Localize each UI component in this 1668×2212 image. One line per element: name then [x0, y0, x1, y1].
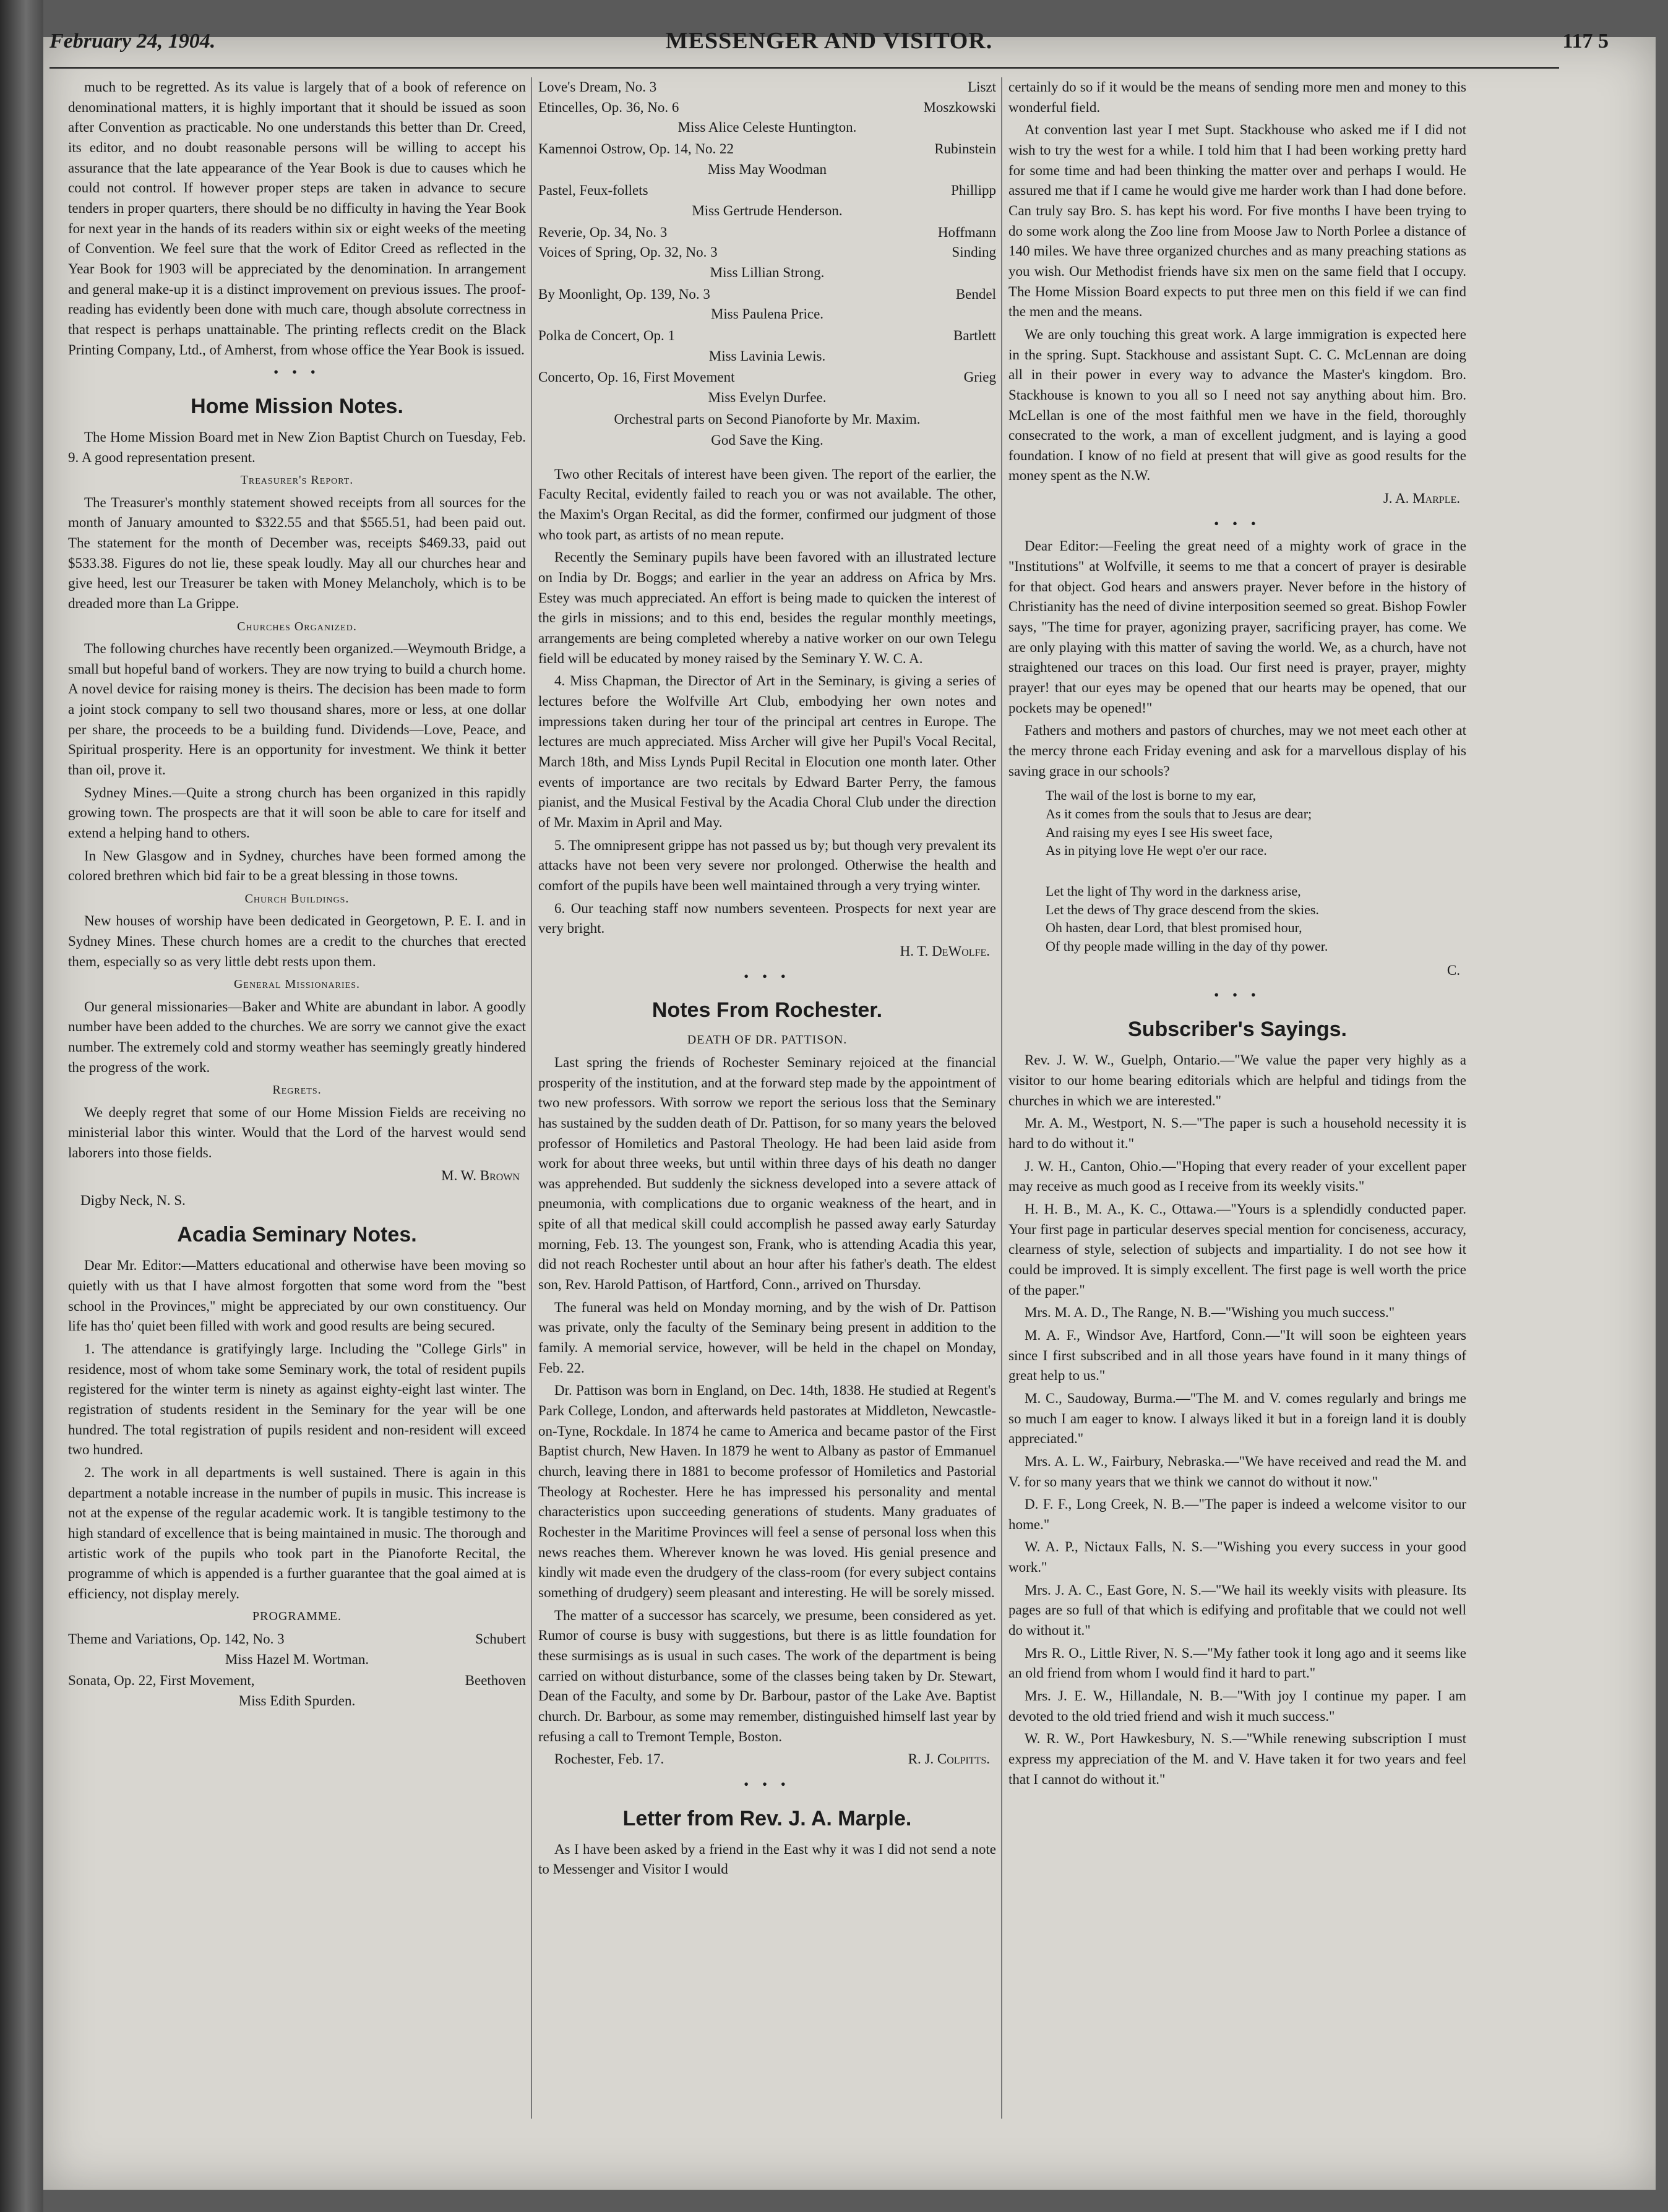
column-1	[68, 77, 526, 2131]
piece: Reverie, Op. 34, No. 3	[538, 224, 668, 240]
performer: Miss Hazel M. Wortman.	[225, 1651, 369, 1667]
article-paragraph: Dr. Pattison was born in England, on Dec. 14th, 1838. He studied at Regent's Park College, London, and afterwards held pastorates at Middleton, Newcastle-on-Tyne, Rockdale. In 1874 he came to America and became pastor of the First Baptist church, New Haven. In 1879 he went to Albany as pastor of Emmanuel church, leaving there in 1881 to become professor of Homiletics and Pastorial Theology at Rochester. Here he has impressed his personality and mental characteristics upon succeeding generations of students. Many graduates of Rochester in the Maritime Provinces will feel a sense of personal loss when this news reaches them. Wherever known he was loved. His genial presence and kindly wit made even the drudgery of the class-room (for every subject contains something of drudgery) seem pleasant and interesting. He will be sorely missed.	[538, 1382, 996, 1600]
article-paragraph: 4. Miss Chapman, the Director of Art in the Seminary, is giving a series of lectures before the Wolfville Art Club, embodying her own notes and impressions taken during her tour of the principal art centres in Europe. The lectures are much appreciated. Miss Archer will give her Pupil's Vocal Recital, March 18th, and Miss Lynds Pupil Recital in Elocution one month later. Other events of importance are two recitals by Edward Barter Perry, the famous pianist, and the Musical Festival by the Acadia Choral Club under the direction of Mr. Maxim in April and May.	[538, 673, 996, 830]
saying: M. C., Saudoway, Burma.—"The M. and V. comes regularly and brings me so much I am eager to know. I always liked it but in a foreign land it is doubly appreciated."	[1008, 1390, 1466, 1447]
programme-entry	[538, 98, 996, 138]
saying: W. R. W., Port Hawkesbury, N. S.—"While renewing subscription I must express my appreciation of the M. and V. Have taken it for two years and feel that I cannot do without it."	[1008, 1731, 1466, 1787]
article-paragraph: Our general missionaries—Baker and White are abundant in labor. A goodly number have been added to the churches. We are sorry we cannot give the exact number. The extremely cold and stormy weather has seemingly greatly hindered the progress of the work.	[68, 998, 526, 1075]
performer: Miss Lavinia Lewis.	[708, 348, 826, 364]
performer: Miss Edith Spurden.	[238, 1692, 356, 1708]
signature: J. A. Marple.	[1383, 491, 1460, 507]
masthead-title: MESSENGER AND VISITOR.	[665, 28, 993, 54]
poem-stanza	[1046, 786, 1466, 860]
piece: Concerto, Op. 16, First Movement	[538, 369, 735, 385]
saying: Mrs R. O., Little River, N. S.—"My father took it long ago and it seems like an old friend from whom I would find it hard to part."	[1008, 1645, 1466, 1681]
programme-entry	[538, 367, 996, 408]
saying: Mrs. A. L. W., Fairbury, Nebraska.—"We have received and read the M. and V. for so many years that we think we cannot do without it now."	[1008, 1453, 1466, 1490]
acadia-seminary-heading: Acadia Seminary Notes.	[177, 1223, 417, 1247]
poem-line: Oh hasten, dear Lord, that blest promised hour,	[1046, 920, 1302, 936]
programme-entry	[68, 1671, 526, 1711]
saying: D. F. F., Long Creek, N. B.—"The paper is indeed a welcome visitor to our home."	[1008, 1496, 1466, 1532]
column-2	[538, 77, 996, 2131]
piece: Voices of Spring, Op. 32, No. 3	[538, 244, 718, 260]
article-paragraph: Dear Mr. Editor:—Matters educational and otherwise have been moving so quietly with us that I have almost forgotten that some word from the "best school in the Provinces," might be appreciated by our own constituency. Our life has tho' quiet been filled with work and good results are being secured.	[68, 1258, 526, 1334]
poem-line: And raising my eyes I see His sweet face,	[1046, 824, 1273, 840]
ornament: • • •	[1214, 515, 1261, 531]
subheading: Regrets.	[272, 1083, 322, 1097]
article-paragraph: 5. The omnipresent grippe has not passed us by; but though very prevalent its attacks have not been very severe nor prolonged. Otherwise the health and comfort of the pupils have been well maintained through a very trying winter.	[538, 837, 996, 893]
composer: Bendel	[955, 286, 996, 302]
composer: Rubinstein	[934, 140, 996, 156]
poem-line: Of thy people made willing in the day of thy power.	[1046, 938, 1328, 954]
article-paragraph: The Home Mission Board met in New Zion Baptist Church on Tuesday, Feb. 9. A good representation present.	[68, 429, 526, 465]
ornament: • • •	[273, 364, 320, 380]
composer: Hoffmann	[937, 224, 996, 240]
programme-heading: PROGRAMME.	[252, 1610, 342, 1624]
saying: Mrs. J. E. W., Hillandale, N. B.—"With joy I continue my paper. I am devoted to the old tried friend and wish it much success."	[1008, 1688, 1466, 1724]
subheading: Church Buildings.	[244, 892, 350, 906]
piece: Etincelles, Op. 36, No. 6	[538, 99, 679, 115]
programme-note: Orchestral parts on Second Pianoforte by Mr. Maxim.	[614, 411, 921, 427]
page-header	[49, 24, 1609, 67]
page-number: 117 5	[1562, 30, 1609, 53]
performer: Miss Paulena Price.	[710, 306, 824, 322]
article-paragraph: The funeral was held on Monday morning, and by the wish of Dr. Pattison was private, only the faculty of the Seminary being present in addition to the family. A memorial service, however, will be held in the chapel on Monday, Feb. 22.	[538, 1299, 996, 1376]
programme-entry	[538, 223, 996, 243]
article-paragraph: Two other Recitals of interest have been given. The report of the earlier, the Faculty Recital, evidently failed to reach you or was not available. The other, the Maxim's Organ Recital, as did the former, confirmed our judgment of those who took part, as artists of no mean repute.	[538, 466, 996, 542]
performer: Miss Evelyn Durfee.	[708, 389, 827, 405]
composer: Bartlett	[953, 327, 996, 343]
composer: Schubert	[475, 1631, 526, 1647]
column-divider	[1001, 77, 1002, 2119]
poem-stanza	[1046, 882, 1466, 956]
signature: C.	[1447, 962, 1460, 978]
article-paragraph: As I have been asked by a friend in the East why it was I did not send a note to Messenger and Visitor I would	[538, 1841, 996, 1877]
saying: Mrs. J. A. C., East Gore, N. S.—"We hail its weekly visits with pleasure. Its pages are so full of that which is edifying and profitable that we could not well do without it."	[1008, 1582, 1466, 1639]
poem-line: Let the light of Thy word in the darkness arise,	[1046, 883, 1301, 899]
performer: Miss Gertrude Henderson.	[692, 202, 843, 218]
article-paragraph: The following churches have recently been organized.—Weymouth Bridge, a small but hopeful band of workers. They are now trying to build a church home. A novel device for raising money is theirs. The decision has been made to form a joint stock company to sell two thousand shares, more or less, at one dollar per share, the proceeds to be a building fund. Dividends—Love, Peace, and Spiritual prosperity. Here is an opportunity for investment. We think it better than oil, prove it.	[68, 641, 526, 778]
piece: Kamennoi Ostrow, Op. 14, No. 22	[538, 140, 734, 156]
composer: Sinding	[952, 244, 996, 260]
piece: By Moonlight, Op. 139, No. 3	[538, 286, 710, 302]
article-paragraph: In New Glasgow and in Sydney, churches have been formed among the colored brethren which bid fair to be a great blessing in those towns.	[68, 847, 526, 884]
piece: Polka de Concert, Op. 1	[538, 327, 676, 343]
ornament: • • •	[744, 968, 791, 984]
piece: Pastel, Feux-follets	[538, 182, 648, 199]
poem-line: As in pitying love He wept o'er our race.	[1046, 842, 1267, 859]
article-paragraph: 6. Our teaching staff now numbers seventeen. Prospects for next year are very bright.	[538, 900, 996, 937]
article-paragraph: We are only touching this great work. A large immigration is expected here in the spring. Supt. Stackhouse and assistant Supt. C. C. McLennan are doing all in their power in every way to advance the Master's kingdom. Bro. Stackhouse is known to you all so I need not say anything about him. Bro. McLellan is one of the most faithful men we have in the field, thoroughly consecrated to the work, a man of excellent judgment, and is laying a good foundation. I know of no field at present that will give as good results for the money spent as the N.W.	[1008, 326, 1466, 484]
poem-line: As it comes from the souls that to Jesus are dear;	[1046, 806, 1312, 821]
programme-entry	[538, 139, 996, 179]
composer: Grieg	[963, 369, 996, 385]
dateline: Digby Neck, N. S.	[80, 1193, 186, 1209]
home-mission-heading: Home Mission Notes.	[191, 394, 403, 418]
saying: H. H. B., M. A., K. C., Ottawa.—"Yours is a splendidly conducted paper. Your first page in particular deserves special mention for conciseness, accuracy, clearness of style, selection of subjects and impartiality. I do not see how it could be improved. It is simply excellent. The first page is well worth the price of the paper."	[1008, 1201, 1466, 1298]
year-book-paragraph: much to be regretted. As its value is largely that of a book of reference on denominational matters, it is highly important that it should be issued as soon after Convention as practicable. No one understands this better than Dr. Creed, its editor, and no doubt reasonable persons will be willing to accept his assurance that the late appearance of the Year Book is due to causes which he could not control. If however proper steps are taken in advance to secure tenders in proper quarters, there should be no difficulty in having the Year Book for next year in the hands of its readers within six or eight weeks of the meeting of Convention. We feel sure that the work of Editor Creed as reflected in the Year Book for 1903 will be appreciated by the denomination. In arrangement and general make-up it is a distinct improvement on previous issues. The proof-reading has evidently been done with much care, though absolute correctness in that respect is perhaps unattainable. The printing reflects credit on the Black Printing Company, Ltd., of Amherst, from whose office the Year Book is issued.	[68, 79, 526, 358]
column-divider	[531, 77, 532, 2119]
saying: M. A. F., Windsor Ave, Hartford, Conn.—"It will soon be eighteen years since I first subscribed and in all those years have found in it many things of great help to us."	[1008, 1327, 1466, 1384]
programme-entry	[538, 242, 996, 283]
saying: W. A. P., Nictaux Falls, N. S.—"Wishing you every success in your good work."	[1008, 1539, 1466, 1575]
programme-entry	[538, 181, 996, 221]
piece: Sonata, Op. 22, First Movement,	[68, 1673, 255, 1689]
saying: Mr. A. M., Westport, N. S.—"The paper is such a household necessity it is hard to do without it."	[1008, 1115, 1466, 1152]
poem-line: The wail of the lost is borne to my ear,	[1046, 787, 1257, 804]
article-paragraph: We deeply regret that some of our Home Mission Fields are receiving no ministerial labor this winter. Would that the Lord of the harvest would send laborers into those fields.	[68, 1104, 526, 1161]
dateline: Rochester, Feb. 17.	[554, 1751, 664, 1767]
article-paragraph: 1. The attendance is gratifyingly large. Including the "College Girls" in residence, most of whom take some Seminary work, the total of resident pupils registered for the winter term is ninety as against eighty-eight last winter. The registration of students resident in the Seminary for the year will be one hundred. The total registration of pupils resident and non-resident will exceed two hundred.	[68, 1340, 526, 1458]
subheading: General Missionaries.	[233, 977, 360, 992]
article-paragraph: At convention last year I met Supt. Stackhouse who asked me if I did not wish to try the west for a while. I told him that I had been working pretty hard for some time and had been thinking the matter over and perhaps I would. He assured me that if I came he would give me harder work than I had done before. Can truly say Bro. S. has kept his word. For five months I have been trying to do some work along the Zoo line from Moose Jaw to North Porlee a distance of 140 miles. We have three organized churches and as many preaching stations as you wish. Our Methodist friends have six men on the same field that I occupy. The Home Mission Board expects to put three men on this field if we can find the men and the means.	[1008, 122, 1466, 320]
column-3	[1008, 77, 1466, 2131]
programme-entry	[538, 77, 996, 98]
performer: Miss Lillian Strong.	[710, 264, 825, 280]
article-paragraph: Fathers and mothers and pastors of churches, may we not meet each other at the mercy throne each Friday evening and ask for a marvellous display of his saving grace in our schools?	[1008, 722, 1466, 779]
saying: Rev. J. W. W., Guelph, Ontario.—"We value the paper very highly as a visitor to our home bearing editorials which are helpful and tidings from the churches in which we are interested."	[1008, 1052, 1466, 1108]
programme-entry	[538, 326, 996, 366]
article-paragraph: Dear Editor:—Feeling the great need of a mighty work of grace in the "Institutions" at Wolfville, it seems to me that a concert of prayer is desirable for that object. God hears and answers prayer. Never before in the history of Christianity has the need of divine interposition seemed so great. Bishop Fowler says, "The time for prayer, agonizing prayer, sacrificing prayer, has come. We are only playing with this matter of saving the world. We, as a church, have not straightened our traces on this load. Our first need is prayer, prayer, mighty prayer! that our eyes may be opened that our hearts may be opened, that our pockets may be opened!"	[1008, 538, 1466, 716]
signature: M. W. Brown	[441, 1167, 520, 1183]
ornament: • • •	[744, 1776, 791, 1792]
saying: Mrs. M. A. D., The Range, N. B.—"Wishing you much success."	[1025, 1305, 1395, 1321]
article-paragraph: 2. The work in all departments is well sustained. There is again in this department a notable increase in the number of pupils in music. This increase is not at the expense of the regular academic work. It is tangible testimony to the high standard of excellence that is being maintained in music. The thorough and artistic work of the pupils who took part in the Pianoforte Recital, the programme of which is appended is a further guarantee that the goal aimed at is efficiency, not display merely.	[68, 1464, 526, 1601]
article-paragraph: certainly do so if it would be the means of sending more men and money to this wonderful field.	[1008, 79, 1466, 115]
composer: Beethoven	[465, 1673, 526, 1689]
rochester-heading: Notes From Rochester.	[651, 998, 883, 1022]
piece: Love's Dream, No. 3	[538, 79, 657, 95]
performer: Miss Alice Celeste Huntington.	[677, 119, 857, 135]
composer: Phillipp	[951, 182, 996, 199]
article-paragraph: New houses of worship have been dedicated in Georgetown, P. E. I. and in Sydney Mines. These church homes are a credit to the churches that erected them, especially so as very little debt rests upon them.	[68, 913, 526, 969]
signature: H. T. DeWolfe.	[900, 943, 990, 959]
poem-line: Let the dews of Thy grace descend from the skies.	[1046, 901, 1319, 917]
article-paragraph: The matter of a successor has scarcely, we presume, been considered as yet. Rumor of course is busy with suggestions, but there is as little foundation for these surmisings as is usual in such cases. The work of the department is being carried on without disturbance, some of the classes being taken by Dr. Stewart, Dean of the Faculty, and some by Dr. Barbour, pastor of the Lake Ave. Baptist church. Dr. Barbour, as some may remember, distinguished himself last year by refusing a call to Tremont Temple, Boston.	[538, 1607, 996, 1744]
programme-entry	[538, 285, 996, 325]
subheading: Treasurer's Report.	[240, 473, 354, 487]
issue-date: February 24, 1904.	[49, 30, 216, 53]
performer: Miss May Woodman	[708, 161, 827, 177]
programme-close: God Save the King.	[711, 432, 823, 448]
subscribers-heading: Subscriber's Sayings.	[1128, 1018, 1347, 1042]
article-paragraph: Last spring the friends of Rochester Seminary rejoiced at the financial prosperity of the institution, and at the forward step made by the appointment of two new professors. With sorrow we report the serious loss that the Seminary has sustained by the sudden death of Dr. Pattison, for so many years the beloved professor of Homiletics and Pastoral Theology. He had been laid aside from work for about three weeks, but until within three days of his death no danger was apprehended. But suddenly the sickness developed into a severe attack of pneumonia, with complications due to organic weakness of the heart, and in spite of all that medical skill could accomplish he passed away early Saturday morning, Feb. 13. The youngest son, Frank, who is attending Acadia this year, did not reach Rochester until about an hour after his father's death. The eldest son, Rev. Harold Pattison, of Hartford, Conn., arrived on Thursday.	[538, 1054, 996, 1293]
ornament: • • •	[1214, 987, 1261, 1003]
article-paragraph: The Treasurer's monthly statement showed receipts from all sources for the month of January amounted to $322.55 and that $565.51, had been paid out. The statement for the month of December was, receipts $469.33, paid out $533.38. Figures do not lie, these speak loudly. May all our churches hear and give heed, lest our Treasurer be taken with Money Melancholy, which is to be dreaded more than La Grippe.	[68, 494, 526, 612]
signature: R. J. Colpitts.	[908, 1751, 990, 1767]
composer: Moszkowski	[923, 99, 996, 115]
saying: J. W. H., Canton, Ohio.—"Hoping that every reader of your excellent paper may receive as much good as I receive from its weekly visits."	[1008, 1158, 1466, 1194]
article-paragraph: Sydney Mines.—Quite a strong church has been organized in this rapidly growing town. The prospects are that it will soon be able to care for itself and extend a helping hand to others.	[68, 784, 526, 841]
subheading: DEATH OF DR. PATTISON.	[687, 1033, 848, 1047]
scan-edge	[0, 0, 43, 2212]
header-rule	[49, 67, 1559, 69]
marple-letter-heading: Letter from Rev. J. A. Marple.	[622, 1806, 912, 1830]
programme-entry	[68, 1629, 526, 1670]
subheading: Churches Organized.	[237, 619, 357, 633]
piece: Theme and Variations, Op. 142, No. 3	[68, 1631, 285, 1647]
composer: Liszt	[968, 79, 996, 95]
article-paragraph: Recently the Seminary pupils have been favored with an illustrated lecture on India by Dr. Boggs; and earlier in the year an address on Africa by Mrs. Estey was much appreciated. An effort is being made to quicken the interest of the girls in missions; and to this end, besides the regular monthly meetings, arrangements are being completed whereby a native worker on our own Telegu field will be educated by money raised by the Seminary Y. W. C. A.	[538, 549, 996, 666]
